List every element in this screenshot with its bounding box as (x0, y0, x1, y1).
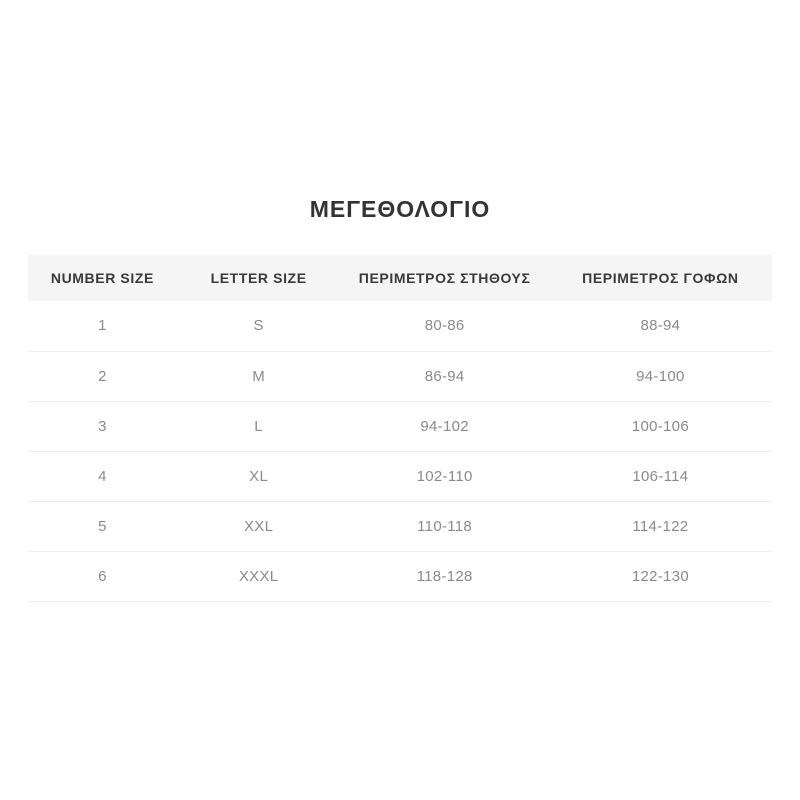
number-size-value: 5 (28, 501, 177, 551)
hip-range-value: 106-114 (549, 451, 772, 501)
table-header-row (28, 255, 772, 301)
column-header-letter-size: LETTER SIZE (177, 255, 341, 301)
column-header-number-size: NUMBER SIZE (28, 255, 177, 301)
letter-size-value: L (177, 401, 341, 451)
column-header-chest-circumference: ΠΕΡΙΜΕΤΡΟΣ ΣΤΗΘΟΥΣ (340, 255, 548, 301)
table-row (28, 501, 772, 551)
hip-range-value: 122-130 (549, 551, 772, 601)
chest-range-value: 94-102 (340, 401, 548, 451)
chest-range-value: 102-110 (340, 451, 548, 501)
chest-range-value: 86-94 (340, 351, 548, 401)
table-row (28, 401, 772, 451)
letter-size-value: XXXL (177, 551, 341, 601)
table-row (28, 551, 772, 601)
size-chart-table (28, 255, 772, 602)
letter-size-value: S (177, 301, 341, 351)
table-row (28, 351, 772, 401)
number-size-value: 6 (28, 551, 177, 601)
table-row (28, 451, 772, 501)
hip-range-value: 100-106 (549, 401, 772, 451)
hip-range-value: 94-100 (549, 351, 772, 401)
number-size-value: 3 (28, 401, 177, 451)
column-header-hip-circumference: ΠΕΡΙΜΕΤΡΟΣ ΓΟΦΩΝ (549, 255, 772, 301)
letter-size-value: M (177, 351, 341, 401)
table-row (28, 301, 772, 351)
number-size-value: 4 (28, 451, 177, 501)
chest-range-value: 80-86 (340, 301, 548, 351)
letter-size-value: XXL (177, 501, 341, 551)
chest-range-value: 118-128 (340, 551, 548, 601)
number-size-value: 1 (28, 301, 177, 351)
hip-range-value: 114-122 (549, 501, 772, 551)
letter-size-value: XL (177, 451, 341, 501)
chest-range-value: 110-118 (340, 501, 548, 551)
number-size-value: 2 (28, 351, 177, 401)
page-title: ΜΕΓΕΘΟΛΟΓΙΟ (309, 196, 491, 222)
hip-range-value: 88-94 (549, 301, 772, 351)
